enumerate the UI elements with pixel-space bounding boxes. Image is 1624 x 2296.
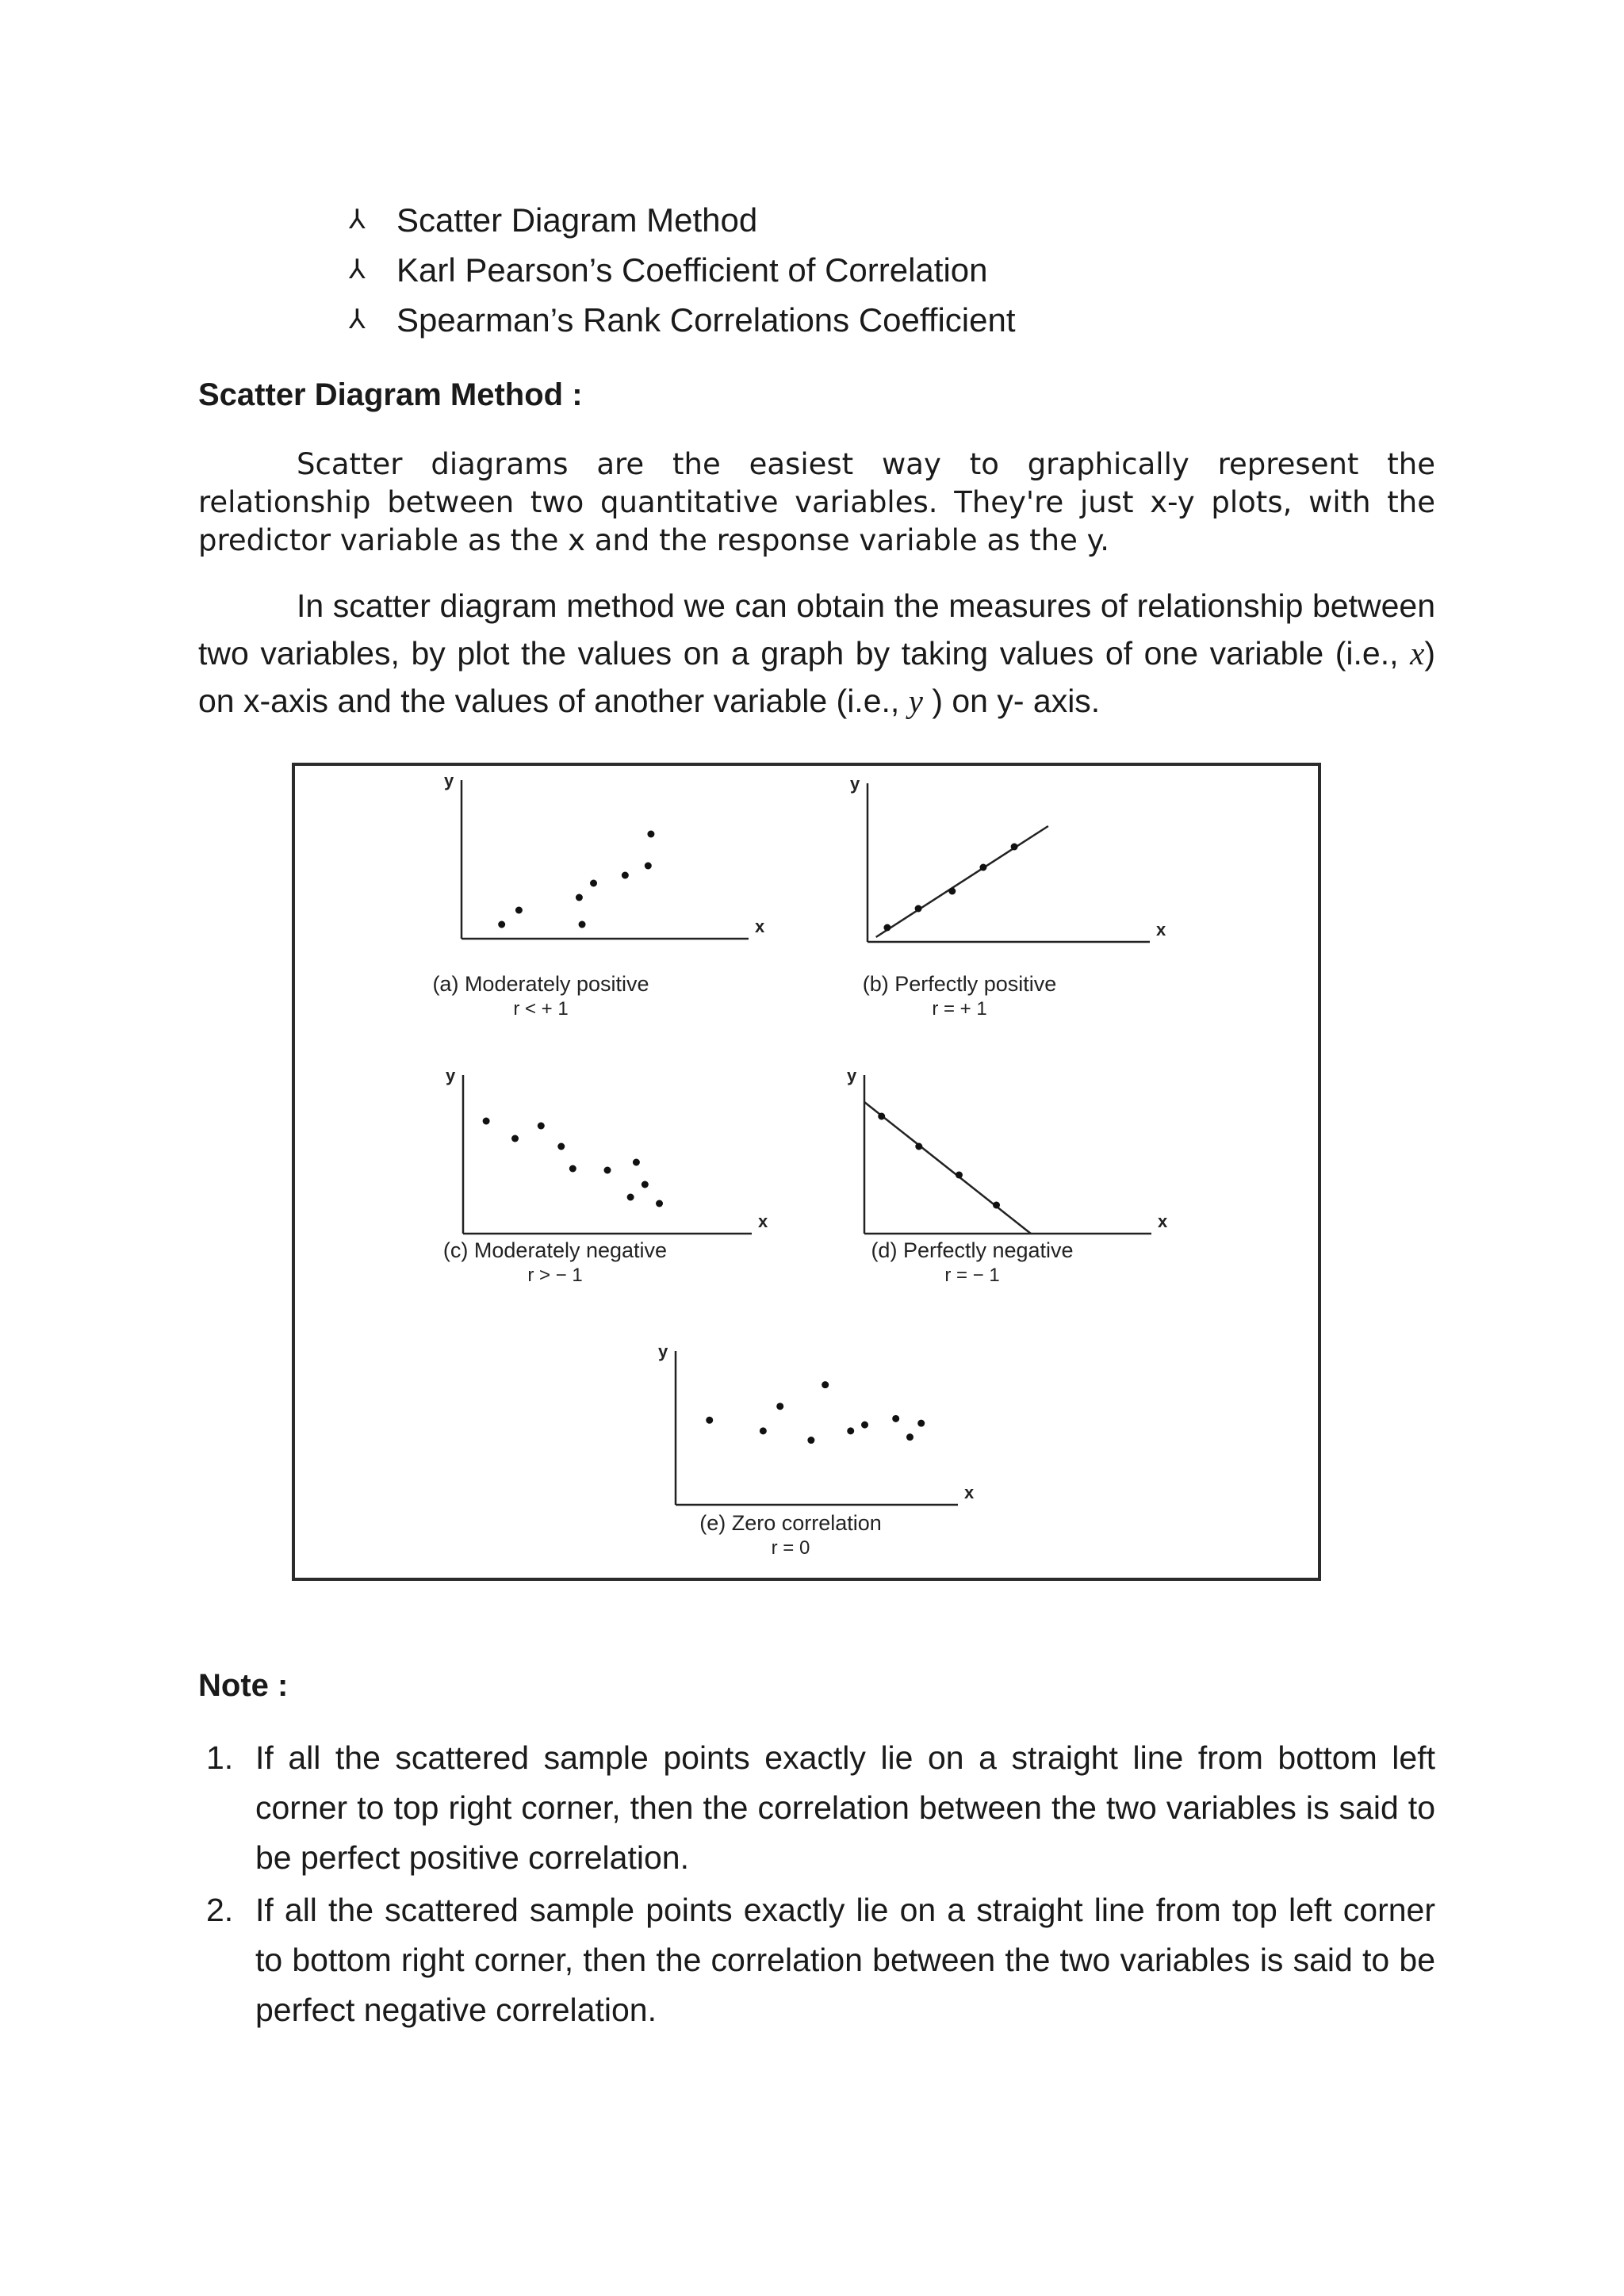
panel-a-point-1 [498,921,505,928]
list-item-text: Scatter Diagram Method [396,201,758,239]
panel-c-point-1 [483,1118,490,1125]
list-item [349,195,1016,245]
method-paragraph [198,582,1435,725]
methods-list [349,195,1016,345]
panel-c-point-6 [604,1167,611,1174]
panel-a-point-4 [579,921,586,928]
panel-d-point-1 [878,1113,885,1120]
panel-b-point-1 [883,924,891,932]
panel-a-point-8 [647,831,654,838]
panel-a-xlabel: x [755,916,765,936]
panel-a-caption: (a) Moderately positive [432,972,649,996]
panel-b-xlabel: x [1156,920,1166,939]
panel-e-point-8 [892,1415,899,1422]
panel-d-point-4 [993,1202,1000,1209]
scatter-diagrams [295,766,1318,1578]
panel-c-point-2 [511,1135,519,1142]
method-paragraph-part2: ) on x-axis and the values of another variable (i.e., [198,635,1435,719]
list-item-text: Spearman’s Rank Correlations Coefficient [396,301,1016,339]
panel-e-point-3 [776,1402,783,1410]
panel-c-point-4 [557,1143,565,1150]
panel-d-fit-line [864,1102,1031,1234]
intro-paragraph [198,446,1435,560]
panel-d-point-2 [915,1143,922,1150]
panel-e-point-6 [847,1427,854,1434]
panel-d-xlabel: x [1158,1211,1168,1231]
note-text: If all the scattered sample points exactly lie on a straight line from top left corner to bottom right corner, then the correlation between the two variables is said to be perfect negative correlation. [255,1892,1435,2028]
panel-b-point-3 [948,888,956,895]
panel-a-ylabel: y [444,771,454,790]
panel-e-point-7 [861,1422,868,1429]
panel-e-point-1 [706,1417,713,1424]
list-item-text: Karl Pearson’s Coefficient of Correlation [396,251,988,289]
scatter-figure [292,763,1321,1581]
panel-e-ylabel: y [658,1341,668,1361]
panel-c-caption: (c) Moderately negative [442,1238,668,1262]
panel-a-point-3 [576,894,583,901]
note-item [198,1733,1435,1883]
panel-e-subcaption: r = 0 [771,1537,810,1559]
note-number: 2. [206,1892,234,1928]
section-heading: Scatter Diagram Method : [198,377,583,412]
panel-e-point-2 [760,1427,767,1434]
panel-e-xlabel: x [964,1483,975,1502]
note-item [198,1885,1435,2035]
note-heading: Note : [198,1668,289,1703]
panel-e-point-4 [807,1437,814,1444]
panel-c-point-7 [627,1194,634,1201]
panel-a-point-5 [590,880,597,887]
panel-a-subcaption: r < + 1 [513,998,569,1020]
caret-bullet-icon: ⅄ [349,205,366,235]
intro-paragraph-text: Scatter diagrams are the easiest way to graphically represent the relationship between two quantitative variables. They're just x-y plots, with the predictor variable as the x and the response variable as the y. [198,447,1435,557]
panel-a-point-7 [645,863,652,870]
note-number: 1. [206,1739,234,1776]
panel-a-point-6 [622,872,629,879]
caret-bullet-icon: ⅄ [349,304,366,335]
panel-b-ylabel: y [850,774,860,794]
panel-d-ylabel: y [847,1066,857,1085]
panel-a-point-2 [515,907,523,914]
panel-b-fit-line [876,826,1048,937]
panel-c-subcaption: r > − 1 [527,1265,583,1286]
panel-e-point-9 [906,1433,914,1441]
panel-c-point-9 [642,1181,649,1188]
panel-e-point-5 [822,1381,829,1388]
panel-c-ylabel: y [446,1066,456,1085]
panel-c-xlabel: x [758,1211,768,1231]
panel-b-point-4 [979,864,986,871]
panel-e-caption: (e) Zero correlation [699,1511,882,1535]
panel-d-subcaption: r = − 1 [944,1265,1000,1286]
panel-b-point-5 [1011,844,1018,851]
variable-x: x [1410,635,1425,672]
method-paragraph-part1: In scatter diagram method we can obtain the measures of relationship between two variables, by plot the values on a graph by taking values of one variable (i.e., [198,587,1435,672]
panel-d-point-3 [956,1172,963,1179]
panel-d-caption: (d) Perfectly negative [871,1238,1074,1262]
caret-bullet-icon: ⅄ [349,254,366,285]
panel-b-caption: (b) Perfectly positive [862,972,1057,996]
panel-c-point-3 [538,1123,545,1130]
panel-c-point-5 [569,1165,576,1173]
variable-y: y [908,683,923,719]
note-list [198,1733,1435,2038]
panel-c-point-10 [656,1200,663,1207]
note-text: If all the scattered sample points exactly lie on a straight line from bottom left corner to top right corner, then the correlation between the two variables is said to be perfect positive correlation. [255,1739,1435,1876]
panel-e-point-10 [917,1420,925,1427]
panel-b-point-2 [915,905,922,913]
method-paragraph-part3: ) on y- axis. [932,683,1101,719]
panel-b-subcaption: r = + 1 [932,998,987,1020]
panel-c-point-8 [633,1159,640,1166]
list-item [349,245,1016,295]
list-item [349,295,1016,345]
